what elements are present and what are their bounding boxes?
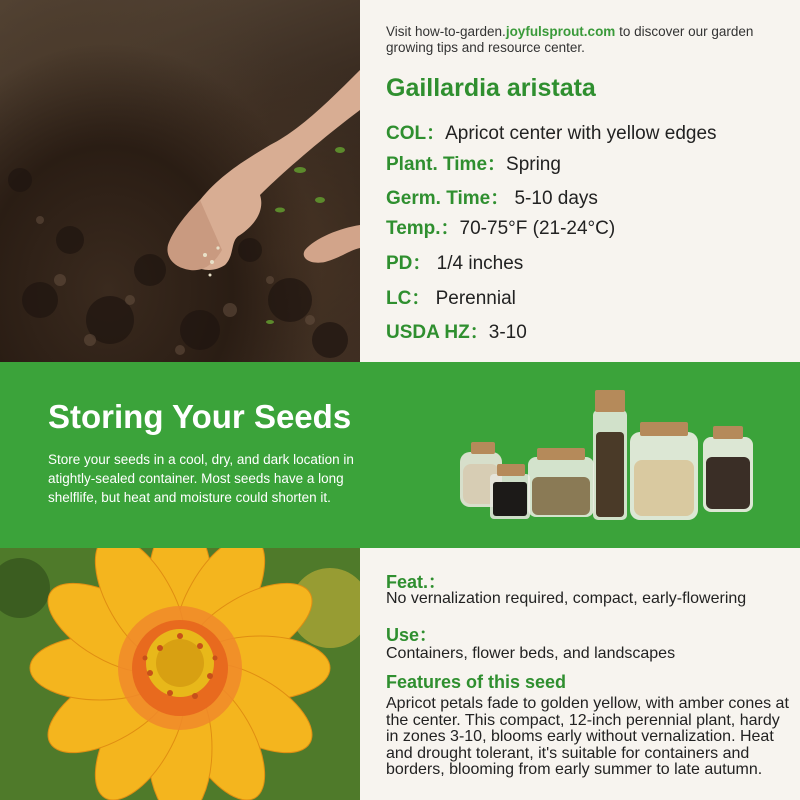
spec-temperature: Temp.：70-75°F (21-24°C) <box>386 218 616 239</box>
seed-features-text: Apricot petals fade to golden yellow, with amber cones at the center. This compact, 12-inch perennial plant, hardy in zones 3-10, blooms early without vernalization. Heat and drought tolerant, it's suitable for containers and borders, blooming from early summer to late autumn. <box>386 695 789 778</box>
visit-website-text: Visit how-to-garden.joyfulsprout.com to discover our garden growing tips and resource center. <box>386 24 754 55</box>
plant-info-panel <box>360 0 800 362</box>
feat-value: No vernalization required, compact, early-flowering <box>386 590 747 607</box>
use-label: Use： <box>386 625 438 645</box>
banner-text: Store your seeds in a cool, dry, and dark location in atightly-sealed container. Most seeds have a long shelflife, but heat and moisture could shorten it. <box>48 452 354 505</box>
seed-jars-photo <box>455 382 760 527</box>
top-section <box>0 0 800 362</box>
hand-sowing-seeds-photo <box>0 0 360 362</box>
features-panel <box>360 548 800 800</box>
spec-life-cycle: LC： Perennial <box>386 288 516 309</box>
banner-title: Storing Your Seeds <box>48 398 352 435</box>
spec-planting-time: Plant. Time：Spring <box>386 154 561 175</box>
website-link[interactable]: joyfulsprout.com <box>505 24 616 39</box>
gaillardia-flower-photo <box>0 548 360 800</box>
feat-label: Feat.： <box>386 572 447 592</box>
spec-color: COL：Apricot center with yellow edges <box>386 123 717 144</box>
plant-name: Gaillardia aristata <box>386 74 596 102</box>
spec-usda-zone: USDA HZ：3-10 <box>386 322 527 343</box>
storing-seeds-banner <box>0 362 800 548</box>
use-value: Containers, flower beds, and landscapes <box>386 645 676 662</box>
spec-germination-time: Germ. Time： 5-10 days <box>386 188 598 209</box>
spec-planting-depth: PD： 1/4 inches <box>386 253 524 274</box>
seed-features-heading: Features of this seed <box>386 672 567 692</box>
